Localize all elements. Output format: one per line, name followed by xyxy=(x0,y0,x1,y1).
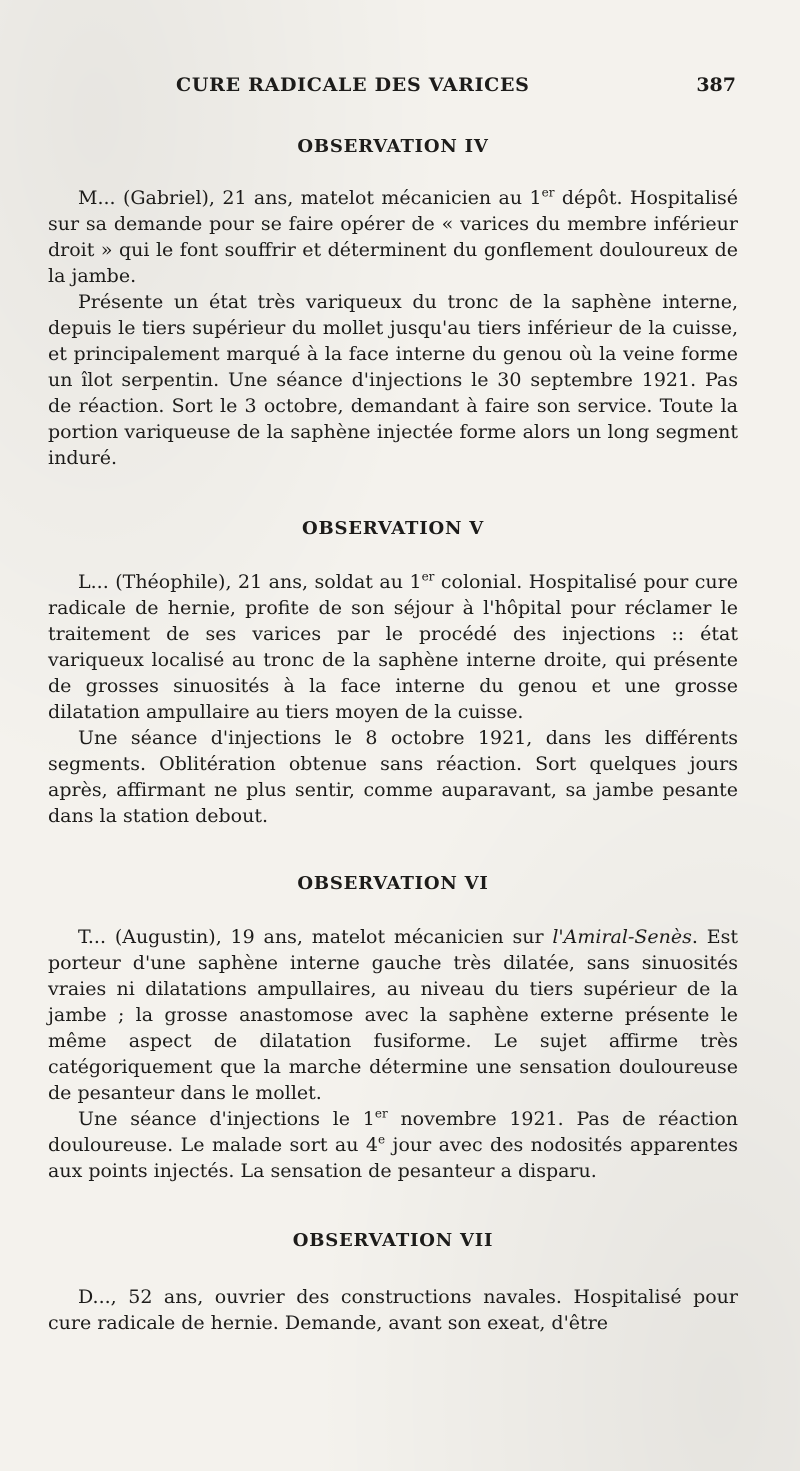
ship-name: l'Amiral-Senès xyxy=(552,926,692,948)
paragraph: Présente un état très variqueux du tronc de la saphène interne, depuis le tiers supérieur du mollet jusqu'au tiers inférieur de la cuisse, et principalement marqué à la face interne du genou où la veine forme un îlot serpentin. Une séance d'injections le 30 septembre 1921. Pas de réaction. Sort le 3 octobre, demandant à faire son service. Toute la portion variqueuse de la saphène injectée forme alors un long segment induré. xyxy=(48,291,738,469)
text-run: L... (Théophile), 21 ans, soldat au 1 xyxy=(78,571,422,593)
text-run: colonial. Hospitalisé pour cure radicale de hernie, profite de son séjour à l'hôpital pour réclamer le traitement de ses varices par le procédé des injections :: état variqueux localisé au tronc de la saphène interne droite, qui présente de grosses sinuosités à la face interne du genou et une grosse dilatation ampullaire au tiers moyen de la cuisse. xyxy=(48,571,738,723)
paragraph: D..., 52 ans, ouvrier des constructions navales. Hospitalisé pour cure radicale de hernie. Demande, avant son exeat, d'être xyxy=(48,1286,738,1334)
paragraph xyxy=(48,1106,738,1184)
paragraph xyxy=(48,924,738,1106)
paragraph: Une séance d'injections le 8 octobre 1921, dans les différents segments. Oblitération obtenue sans réaction. Sort quelques jours après, affirmant ne plus sentir, comme auparavant, sa jambe pesante dans la station debout. xyxy=(48,727,738,827)
observation-v xyxy=(48,518,738,829)
text-run: M... (Gabriel), 21 ans, matelot mécanicien au 1 xyxy=(78,187,542,209)
superscript: er xyxy=(541,185,555,200)
paragraph xyxy=(48,569,738,725)
text-run: . Est porteur d'une saphène interne gauche très dilatée, sans sinuosités vraies ni dilatations ampullaires, au niveau du tiers supérieur de la jambe ; la grosse anastomose avec la saphène externe présente le même aspect de dilatation fusiforme. Le sujet affirme très catégoriquement que la marche détermine une sensation douloureuse de pesanteur dans le mollet. xyxy=(48,926,738,1104)
paragraph xyxy=(48,185,738,289)
observation-iv xyxy=(48,136,738,471)
superscript: er xyxy=(421,569,435,584)
observation-title: OBSERVATION IV xyxy=(297,136,489,157)
observation-title: OBSERVATION VII xyxy=(292,1230,494,1251)
superscript: e xyxy=(378,1132,386,1147)
running-head xyxy=(0,74,800,104)
superscript: er xyxy=(374,1106,388,1121)
observation-vi xyxy=(48,873,738,1184)
page-content xyxy=(48,136,738,1336)
page-number: 387 xyxy=(696,74,736,96)
text-run: T... (Augustin), 19 ans, matelot mécanicien sur xyxy=(78,926,553,948)
observation-title: OBSERVATION VI xyxy=(297,873,489,894)
observation-title: OBSERVATION V xyxy=(301,518,485,539)
running-title: CURE RADICALE DES VARICES xyxy=(176,74,530,96)
observation-vii xyxy=(48,1230,738,1336)
text-run: novembre 1921. Pas de réaction douloureuse. Le malade sort au 4 xyxy=(48,1108,738,1156)
text-run: jour avec des nodosités apparentes aux points injectés. La sensation de pesanteur a disparu. xyxy=(48,1134,738,1182)
text-run: Une séance d'injections le 1 xyxy=(78,1108,375,1130)
text-run: dépôt. Hospitalisé sur sa demande pour se faire opérer de « varices du membre inférieur droit » qui le font souffrir et déterminent du gonflement douloureux de la jambe. xyxy=(48,187,738,287)
